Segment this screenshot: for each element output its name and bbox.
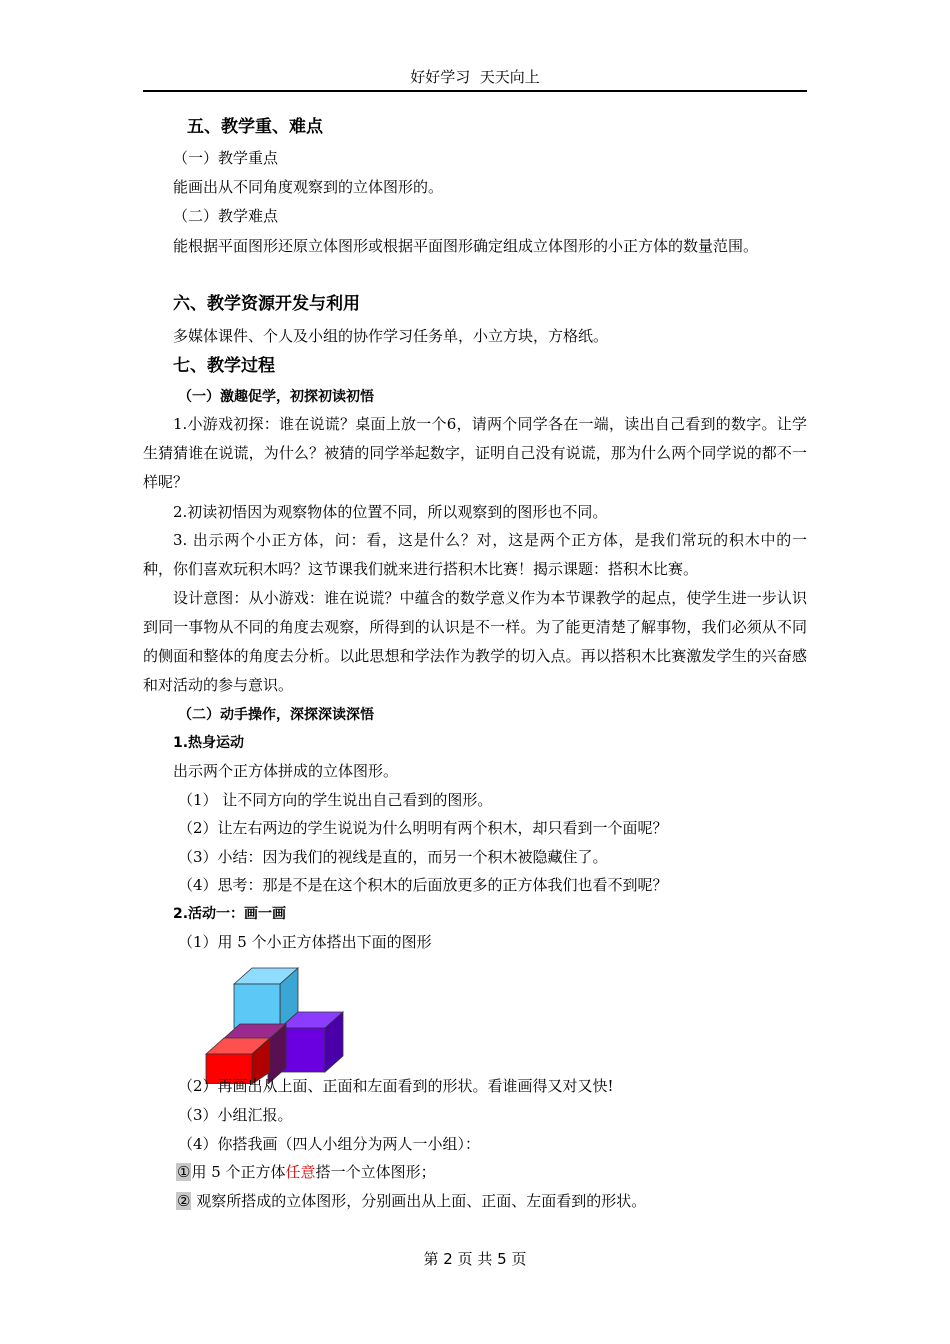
section-6-p1: 多媒体课件、个人及小组的协作学习任务单，小立方块，方格纸。 — [173, 327, 609, 345]
step-1-highlight: 任意 — [285, 1163, 316, 1181]
activity-item-2: （2）再画出从上面、正面和左面看到的形状。看谁画得又对又快! — [178, 1077, 614, 1095]
step-2-text: 观察所搭成的立体图形，分别画出从上面、正面、左面看到的形状。 — [191, 1192, 647, 1210]
activity-title: 2.活动一：画一画 — [173, 906, 287, 922]
warmup-item-3: （3）小结：因为我们的视线是直的，而另一个积木被隐藏住了。 — [178, 848, 608, 866]
step-2-marker: ② — [177, 1192, 191, 1210]
cube-blue — [234, 968, 298, 1028]
activity-item-4: （4）你搭我画（四人小组分为两人一小组）： — [178, 1135, 481, 1153]
page-footer: 第 2 页 共 5 页 — [423, 1250, 527, 1268]
section-5-sub2: （二）教学难点 — [173, 207, 279, 225]
cube-figure — [200, 962, 350, 1084]
part-1-p3: 3. 出示两个小正方体，问：看，这是什么？对，这是两个正方体，是我们常玩的积木中的一种，你们喜欢玩积木吗？这节课我们就来进行搭积木比赛！揭示课题：搭积木比赛。 — [143, 531, 807, 578]
step-1-text-b: 搭一个立体图形； — [315, 1163, 436, 1181]
part-1-p2: 2.初读初悟因为观察物体的位置不同，所以观察到的图形也不同。 — [173, 503, 608, 521]
section-5-p1: 能画出从不同角度观察到的立体图形的。 — [173, 178, 444, 196]
activity-step-2 — [176, 1190, 646, 1212]
section-5-p2: 能根据平面图形还原立体图形或根据平面图形确定组成立体图形的小正方体的数量范围。 — [173, 237, 759, 255]
part-1-title: （一）激趣促学，初探初读初悟 — [178, 389, 374, 405]
page-header: 好好学习 天天向上 — [143, 66, 807, 92]
warmup-item-1: （1） 让不同方向的学生说出自己看到的图形。 — [178, 791, 493, 809]
activity-step-1 — [176, 1161, 436, 1183]
part-2-title: （二）动手操作，深探深读深悟 — [178, 707, 374, 723]
step-1-marker: ① — [177, 1163, 191, 1181]
warmup-item-2: （2）让左右两边的学生说说为什么明明有两个积木，却只看到一个面呢？ — [178, 819, 668, 837]
section-5-sub1: （一）教学重点 — [173, 149, 279, 167]
warmup-item-4: （4）思考：那是不是在这个积木的后面放更多的正方体我们也看不到呢？ — [178, 876, 668, 894]
part-1-p1: 1.小游戏初探：谁在说谎？桌面上放一个6，请两个同学各在一端，读出自己看到的数字。让学生猜猜谁在说谎，为什么？被猜的同学举起数字，证明自己没有说谎，那为什么两个同学说的都不一样呢？ — [143, 415, 807, 491]
part-1-p4: 设计意图：从小游戏：谁在说谎？中蕴含的数学意义作为本节课教学的起点，使学生进一步认识到同一事物从不同的角度去观察，所得到的认识是不一样。为了能更清楚了解事物，我们必须从不同的侧面和整体的角度去分析。以此思想和学法作为教学的切入点。再以搭积木比赛激发学生的兴奋感和对活动的参与意识。 — [143, 589, 807, 694]
section-5-title: 五、教学重、难点 — [187, 117, 323, 137]
activity-item-3: （3）小组汇报。 — [178, 1106, 293, 1124]
step-1-text-a: 用 5 个正方体 — [191, 1163, 286, 1181]
section-6-title: 六、教学资源开发与利用 — [173, 294, 360, 314]
warmup-title: 1.热身运动 — [173, 735, 245, 751]
cube-purple — [280, 1012, 343, 1072]
warmup-intro: 出示两个正方体拼成的立体图形。 — [173, 762, 399, 780]
section-7-title: 七、教学过程 — [173, 356, 275, 376]
activity-item-1: （1）用 5 个小正方体搭出下面的图形 — [178, 933, 432, 951]
